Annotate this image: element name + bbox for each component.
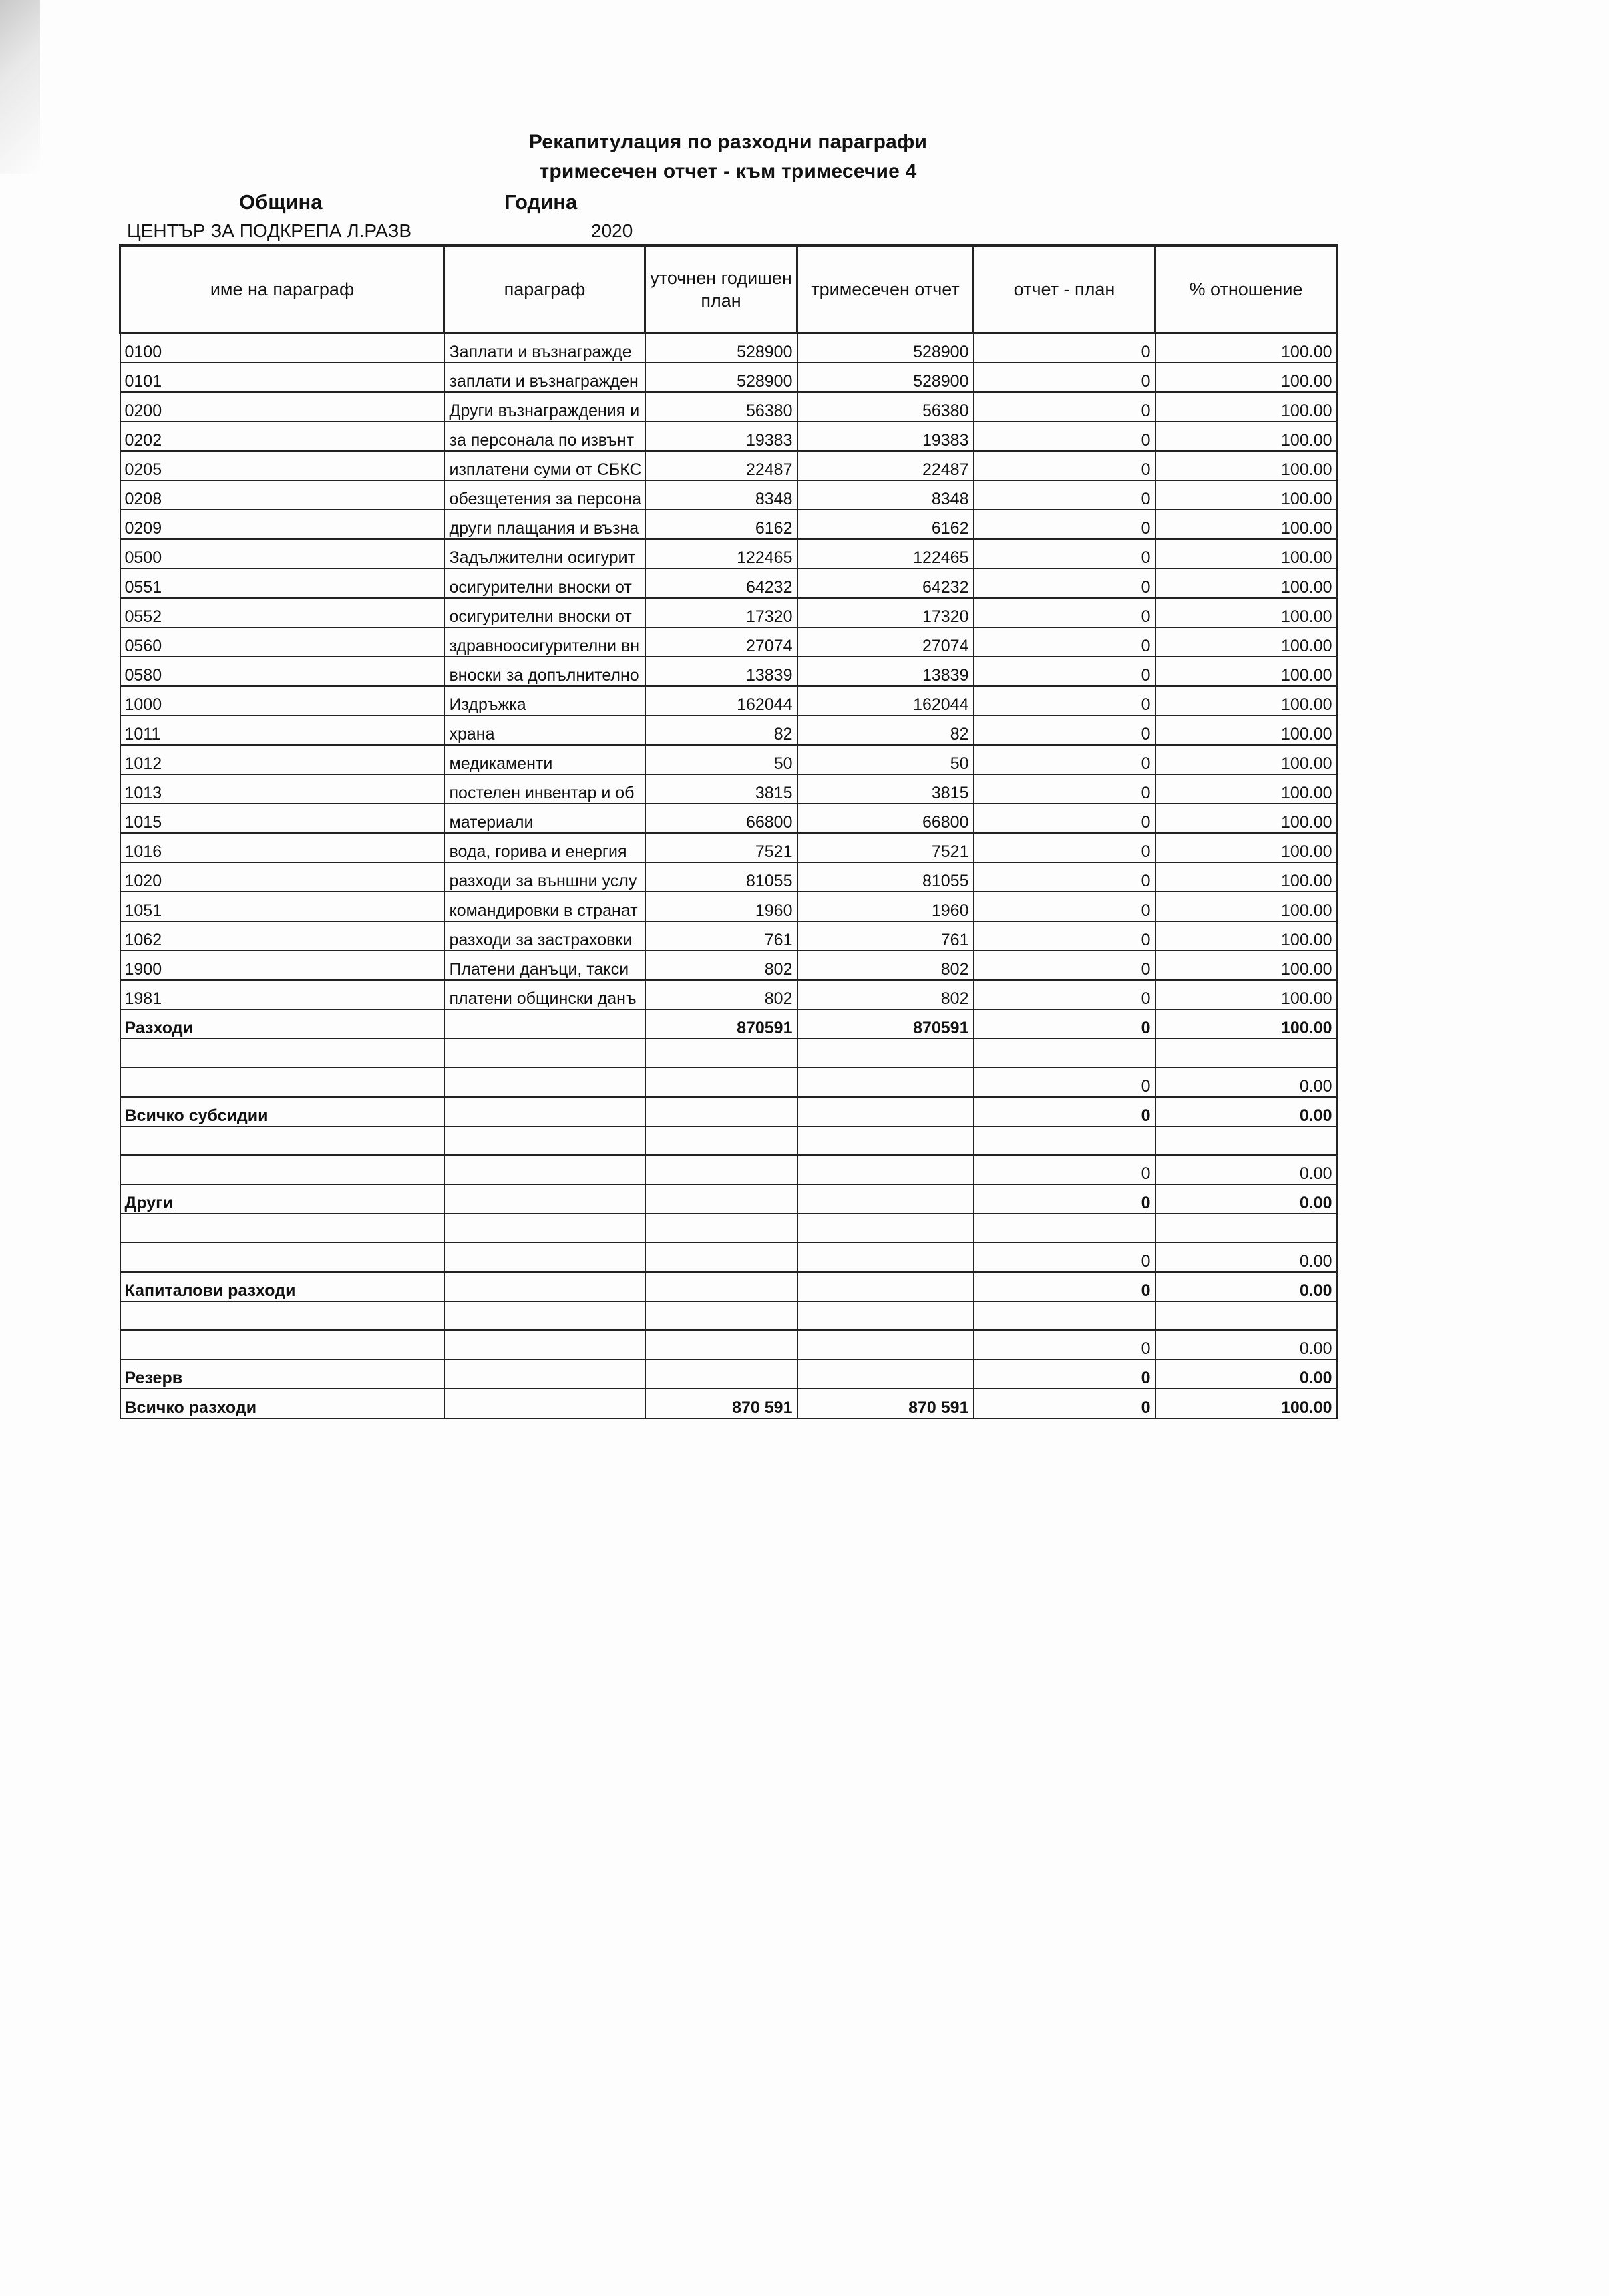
pct-cell: 0.00: [1155, 1068, 1337, 1097]
table-row: [120, 862, 1337, 892]
column-header-plan: уточнен годишен план: [645, 246, 797, 333]
diff-cell: 0: [974, 1097, 1155, 1126]
column-header-paragraph: параграф: [445, 246, 645, 333]
name-cell: медикаменти: [445, 745, 645, 774]
code-cell: 0202: [120, 422, 445, 451]
plan-cell: 64232: [645, 568, 797, 598]
plan-cell: 162044: [645, 686, 797, 715]
report-cell: 122465: [797, 539, 974, 568]
report-cell: 162044: [797, 686, 974, 715]
name-cell: осигурителни вноски от: [445, 568, 645, 598]
pct-cell: 100.00: [1155, 1009, 1337, 1039]
diff-cell: 0: [974, 745, 1155, 774]
diff-cell: 0: [974, 980, 1155, 1009]
diff-cell: 0: [974, 951, 1155, 980]
plan-cell: 22487: [645, 451, 797, 480]
plan-cell: 66800: [645, 804, 797, 833]
code-cell: 1012: [120, 745, 445, 774]
report-cell: 528900: [797, 333, 974, 363]
name-cell: Издръжка: [445, 686, 645, 715]
diff-cell: 0: [974, 333, 1155, 363]
row-label: Всичко субсидии: [120, 1097, 445, 1126]
diff-cell: 0: [974, 1272, 1155, 1301]
pct-cell: 100.00: [1155, 862, 1337, 892]
name-cell: обезщетения за персона: [445, 480, 645, 510]
report-cell: 528900: [797, 363, 974, 392]
code-cell: 0551: [120, 568, 445, 598]
plan-cell: 8348: [645, 480, 797, 510]
column-header-diff: отчет - план: [974, 246, 1155, 333]
table-row: [120, 833, 1337, 862]
plan-cell: 19383: [645, 422, 797, 451]
report-cell: 56380: [797, 392, 974, 422]
code-cell: 1051: [120, 892, 445, 921]
report-cell: 8348: [797, 480, 974, 510]
reserve-total-row: [120, 1359, 1337, 1389]
report-cell: 17320: [797, 598, 974, 627]
name-cell: материали: [445, 804, 645, 833]
code-cell: 0200: [120, 392, 445, 422]
table-row: [120, 774, 1337, 804]
diff-cell: 0: [974, 480, 1155, 510]
plan-cell: 528900: [645, 363, 797, 392]
pct-cell: 0.00: [1155, 1184, 1337, 1214]
name-cell: Други възнаграждения и: [445, 392, 645, 422]
plan-cell: 870 591: [645, 1389, 797, 1418]
plan-cell: 6162: [645, 510, 797, 539]
table-row: [120, 568, 1337, 598]
diff-cell: 0: [974, 451, 1155, 480]
pct-cell: 100.00: [1155, 892, 1337, 921]
table-row: [120, 480, 1337, 510]
pct-cell: 100.00: [1155, 568, 1337, 598]
code-cell: 0205: [120, 451, 445, 480]
table-row: [120, 422, 1337, 451]
pct-cell: 0.00: [1155, 1097, 1337, 1126]
pct-cell: 0.00: [1155, 1359, 1337, 1389]
expense-table: [119, 244, 1338, 1419]
report-cell: 1960: [797, 892, 974, 921]
diff-cell: 0: [974, 1243, 1155, 1272]
table-row: [120, 333, 1337, 363]
plan-cell: 56380: [645, 392, 797, 422]
table-header-row: [120, 246, 1337, 333]
grand-total-row: [120, 1389, 1337, 1418]
diff-cell: 0: [974, 862, 1155, 892]
table-row: [120, 451, 1337, 480]
name-cell: Платени данъци, такси: [445, 951, 645, 980]
municipality-label: Община: [239, 190, 323, 214]
name-cell: изплатени суми от СБКС: [445, 451, 645, 480]
diff-cell: 0: [974, 363, 1155, 392]
row-label: Други: [120, 1184, 445, 1214]
report-cell: 3815: [797, 774, 974, 804]
code-cell: 0552: [120, 598, 445, 627]
pct-cell: 100.00: [1155, 980, 1337, 1009]
pct-cell: 100.00: [1155, 951, 1337, 980]
pct-cell: 100.00: [1155, 921, 1337, 951]
plan-cell: 13839: [645, 657, 797, 686]
table-row: [120, 980, 1337, 1009]
name-cell: храна: [445, 715, 645, 745]
diff-cell: 0: [974, 892, 1155, 921]
diff-cell: 0: [974, 686, 1155, 715]
diff-cell: 0: [974, 1009, 1155, 1039]
diff-cell: 0: [974, 1068, 1155, 1097]
plan-cell: 870591: [645, 1009, 797, 1039]
code-cell: 1900: [120, 951, 445, 980]
report-cell: 761: [797, 921, 974, 951]
name-cell: други плащания и възна: [445, 510, 645, 539]
diff-cell: 0: [974, 539, 1155, 568]
pct-cell: 100.00: [1155, 451, 1337, 480]
pct-cell: 100.00: [1155, 539, 1337, 568]
expenses-total-row: [120, 1009, 1337, 1039]
year-value: 2020: [591, 220, 633, 241]
report-cell: 7521: [797, 833, 974, 862]
pct-cell: 100.00: [1155, 333, 1337, 363]
code-cell: 1981: [120, 980, 445, 1009]
report-cell: 66800: [797, 804, 974, 833]
report-cell: 27074: [797, 627, 974, 657]
column-header-name: име на параграф: [120, 246, 445, 333]
report-cell: 802: [797, 951, 974, 980]
capital-zero-row: [120, 1243, 1337, 1272]
report-title: Рекапитулация по разходни параграфи: [528, 131, 928, 153]
column-header-report: тримесечен отчет: [797, 246, 974, 333]
plan-cell: 82: [645, 715, 797, 745]
diff-cell: 0: [974, 422, 1155, 451]
row-label: Резерв: [120, 1359, 445, 1389]
diff-cell: 0: [974, 1155, 1155, 1184]
code-cell: 0101: [120, 363, 445, 392]
diff-cell: 0: [974, 392, 1155, 422]
name-cell: Задължителни осигурит: [445, 539, 645, 568]
name-cell: за персонала по извънт: [445, 422, 645, 451]
plan-cell: 802: [645, 980, 797, 1009]
name-cell: командировки в странат: [445, 892, 645, 921]
pct-cell: 100.00: [1155, 392, 1337, 422]
table-row: [120, 921, 1337, 951]
diff-cell: 0: [974, 1184, 1155, 1214]
plan-cell: 122465: [645, 539, 797, 568]
table-row: [120, 598, 1337, 627]
other-total-row: [120, 1184, 1337, 1214]
pct-cell: 100.00: [1155, 686, 1337, 715]
report-subtitle: тримесечен отчет - към тримесечие 4: [539, 160, 917, 182]
pct-cell: 100.00: [1155, 657, 1337, 686]
table-row: [120, 392, 1337, 422]
report-cell: 870591: [797, 1009, 974, 1039]
diff-cell: 0: [974, 774, 1155, 804]
diff-cell: 0: [974, 833, 1155, 862]
name-cell: здравноосигурителни вн: [445, 627, 645, 657]
name-cell: вода, горива и енергия: [445, 833, 645, 862]
capital-total-row: [120, 1272, 1337, 1301]
code-cell: 1016: [120, 833, 445, 862]
code-cell: 0208: [120, 480, 445, 510]
diff-cell: 0: [974, 1359, 1155, 1389]
empty-cell: [445, 1009, 645, 1039]
table-row: [120, 892, 1337, 921]
report-cell: 802: [797, 980, 974, 1009]
row-label: Разходи: [120, 1009, 445, 1039]
diff-cell: 0: [974, 657, 1155, 686]
name-cell: постелен инвентар и об: [445, 774, 645, 804]
name-cell: Заплати и възнагражде: [445, 333, 645, 363]
code-cell: 1013: [120, 774, 445, 804]
table-row: [120, 657, 1337, 686]
plan-cell: 1960: [645, 892, 797, 921]
pct-cell: 100.00: [1155, 1389, 1337, 1418]
report-cell: 82: [797, 715, 974, 745]
table-row: [120, 510, 1337, 539]
report-cell: 81055: [797, 862, 974, 892]
plan-cell: 50: [645, 745, 797, 774]
table-row: [120, 539, 1337, 568]
pct-cell: 0.00: [1155, 1155, 1337, 1184]
pct-cell: 100.00: [1155, 833, 1337, 862]
table-row: [120, 804, 1337, 833]
plan-cell: 802: [645, 951, 797, 980]
code-cell: 0560: [120, 627, 445, 657]
table-row: [120, 715, 1337, 745]
pct-cell: 100.00: [1155, 422, 1337, 451]
diff-cell: 0: [974, 921, 1155, 951]
table-row: [120, 745, 1337, 774]
diff-cell: 0: [974, 598, 1155, 627]
table-row: [120, 363, 1337, 392]
code-cell: 0100: [120, 333, 445, 363]
code-cell: 0209: [120, 510, 445, 539]
diff-cell: 0: [974, 1389, 1155, 1418]
row-label: Всичко разходи: [120, 1389, 445, 1418]
name-cell: разходи за външни услу: [445, 862, 645, 892]
code-cell: 0500: [120, 539, 445, 568]
plan-cell: 27074: [645, 627, 797, 657]
other-zero-row: [120, 1155, 1337, 1184]
column-header-pct: % отношение: [1155, 246, 1337, 333]
pct-cell: 100.00: [1155, 745, 1337, 774]
diff-cell: 0: [974, 627, 1155, 657]
blank-row: [120, 1039, 1337, 1068]
report-cell: 64232: [797, 568, 974, 598]
pct-cell: 100.00: [1155, 715, 1337, 745]
plan-cell: 81055: [645, 862, 797, 892]
subsidies-total-row: [120, 1097, 1337, 1126]
reserve-zero-row: [120, 1330, 1337, 1359]
diff-cell: 0: [974, 568, 1155, 598]
row-label: Капиталови разходи: [120, 1272, 445, 1301]
blank-row: [120, 1301, 1337, 1330]
plan-cell: 17320: [645, 598, 797, 627]
report-cell: 6162: [797, 510, 974, 539]
code-cell: 1000: [120, 686, 445, 715]
diff-cell: 0: [974, 715, 1155, 745]
code-cell: 1011: [120, 715, 445, 745]
table-row: [120, 686, 1337, 715]
report-cell: 870 591: [797, 1389, 974, 1418]
pct-cell: 100.00: [1155, 480, 1337, 510]
name-cell: осигурителни вноски от: [445, 598, 645, 627]
name-cell: платени общински данъ: [445, 980, 645, 1009]
plan-cell: 528900: [645, 333, 797, 363]
code-cell: 0580: [120, 657, 445, 686]
blank-row: [120, 1126, 1337, 1155]
plan-cell: 761: [645, 921, 797, 951]
pct-cell: 100.00: [1155, 804, 1337, 833]
report-cell: 50: [797, 745, 974, 774]
pct-cell: 100.00: [1155, 598, 1337, 627]
table-row: [120, 627, 1337, 657]
pct-cell: 100.00: [1155, 510, 1337, 539]
subsidies-zero-row: [120, 1068, 1337, 1097]
report-cell: 13839: [797, 657, 974, 686]
diff-cell: 0: [974, 510, 1155, 539]
code-cell: 1062: [120, 921, 445, 951]
name-cell: разходи за застраховки: [445, 921, 645, 951]
plan-cell: 3815: [645, 774, 797, 804]
municipality-value: ЦЕНТЪР ЗА ПОДКРЕПА Л.РАЗВ: [127, 220, 412, 241]
report-cell: 19383: [797, 422, 974, 451]
blank-row: [120, 1214, 1337, 1243]
year-label: Година: [504, 190, 578, 214]
pct-cell: 0.00: [1155, 1243, 1337, 1272]
table-row: [120, 951, 1337, 980]
pct-cell: 100.00: [1155, 774, 1337, 804]
pct-cell: 100.00: [1155, 627, 1337, 657]
name-cell: вноски за допълнително: [445, 657, 645, 686]
pct-cell: 0.00: [1155, 1272, 1337, 1301]
pct-cell: 100.00: [1155, 363, 1337, 392]
report-cell: 22487: [797, 451, 974, 480]
name-cell: заплати и възнагражден: [445, 363, 645, 392]
code-cell: 1020: [120, 862, 445, 892]
diff-cell: 0: [974, 804, 1155, 833]
pct-cell: 0.00: [1155, 1330, 1337, 1359]
code-cell: 1015: [120, 804, 445, 833]
diff-cell: 0: [974, 1330, 1155, 1359]
plan-cell: 7521: [645, 833, 797, 862]
